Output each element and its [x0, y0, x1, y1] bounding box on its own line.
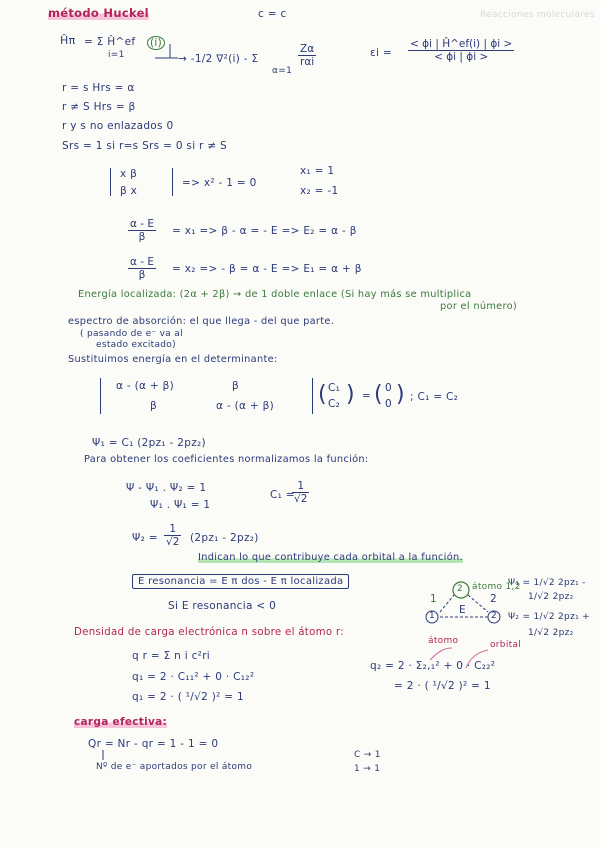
eq1-den: β [138, 231, 146, 243]
absorption-detail-1: ( pasando de e⁻ va al [80, 329, 183, 339]
localized-note-cont: por el número) [440, 301, 518, 312]
c1-num: 1 [292, 480, 309, 493]
top-center-note: c = c [258, 8, 287, 20]
q-formula: q r = Σ n i c²ri [132, 650, 211, 662]
diagram-label-left: 1 [430, 593, 437, 605]
diagram-psi1-a: Ψ₁ = 1/√2 2pz₁ - [508, 578, 586, 588]
page-title: método Huckel [48, 6, 149, 20]
diagram-label-top: 2 [457, 584, 464, 594]
energy-num: < ϕi | Ĥ^ef(i) | ϕi > [410, 38, 513, 50]
rule-1: r = s Hrs = α [62, 82, 135, 94]
matrix-bar-left [100, 378, 101, 414]
effective-arrow-2: 1 → 1 [354, 764, 381, 774]
matrix-m21: β [150, 400, 158, 412]
substitute-note: Sustituimos energía en el determinante: [68, 354, 278, 365]
hamiltonian-eq: = Σ Ĥ^ef [84, 36, 136, 48]
bond-left [440, 595, 454, 612]
diagram-psi2-b: 1/√2 2pz₂ [528, 628, 574, 638]
c-paren-open: ( [318, 382, 327, 407]
vector-zero-2: 0 [385, 398, 392, 410]
q2-line-2: = 2 · ( ¹/√2 )² = 1 [394, 680, 491, 692]
diagram-bottom-right: 2 [491, 611, 498, 621]
effective-arrow-1: C → 1 [354, 750, 381, 760]
diagram-psi2-a: Ψ₂ = 1/√2 2pz₁ + [508, 612, 591, 622]
norm-line-1: Ψ - Ψ₁ . Ψ₂ = 1 [126, 482, 207, 494]
equals-sign: = [362, 390, 372, 402]
charge-density-title: Densidad de carga electrónica n sobre el átomo r: [74, 627, 344, 638]
norm-line-2: Ψ₁ . Ψ₁ = 1 [150, 499, 211, 511]
atom-pointer [430, 648, 452, 660]
vector-c1: C₁ [328, 382, 341, 394]
psi2-lhs: Ψ₂ = [132, 532, 158, 544]
eq2-fraction [128, 256, 156, 281]
diagram-top-note: átomo 1,2 [472, 582, 521, 592]
psi2-rhs: (2pz₁ - 2pz₂) [190, 532, 259, 544]
diagram-bottom-left: 1 [429, 611, 436, 621]
orbital-tag: orbital [490, 640, 522, 650]
rule-3: r y s no enlazados 0 [62, 120, 174, 132]
zalpha-num: Zα [298, 43, 316, 56]
zero-paren-close: ) [396, 382, 405, 407]
det-rhs: => x² - 1 = 0 [182, 177, 257, 189]
top-right-faint: Reacciones moleculares [480, 10, 595, 20]
matrix-bar-right [312, 378, 313, 414]
matrix-m22: α - (α + β) [216, 400, 274, 412]
det-bar-right [172, 168, 173, 196]
absorption-note: espectro de absorción: el que llega - del que parte. [68, 316, 335, 327]
zalpha-den: rαi [300, 56, 315, 68]
psi2-num: 1 [164, 523, 181, 536]
q1-line-2: q₁ = 2 · ( ¹/√2 )² = 1 [132, 691, 244, 703]
hamiltonian-sub-i: i=1 [108, 50, 125, 60]
indicates-note: Indican lo que contribuye cada orbital a la función. [198, 552, 463, 563]
eq2-rhs: = x₂ => - β = α - E => E₁ = α + β [172, 263, 362, 275]
effective-charge-title: carga efectiva: [74, 716, 168, 728]
absorption-detail-2: estado excitado) [96, 340, 176, 350]
c1-fraction [292, 480, 309, 505]
circled-index: (i) [147, 36, 165, 50]
energy-lhs: εi = [370, 47, 392, 59]
psi2-den: √2 [166, 536, 180, 548]
energy-fraction [408, 38, 514, 63]
matrix-m11: α - (α + β) [116, 380, 174, 392]
det-bar-left [110, 168, 111, 196]
zalpha-fraction [298, 43, 316, 68]
det-row-2: β x [120, 185, 138, 197]
eq1-num: α - E [130, 218, 155, 230]
c-paren-close: ) [346, 382, 355, 407]
effective-charge-eq: Qr = Nr - qr = 1 - 1 = 0 [88, 738, 219, 750]
psi1-expression: Ψ₁ = C₁ (2pz₁ - 2pz₂) [92, 437, 206, 449]
c1-eq: C₁ = [270, 489, 295, 501]
eq2-den: β [138, 269, 146, 281]
det-row-1: x β [120, 168, 138, 180]
hamiltonian-rhs: → -1/2 ∇²(i) - Σ [178, 53, 259, 65]
hamiltonian-sub-alpha: α=1 [272, 66, 293, 76]
eq1-rhs: = x₁ => β - α = - E => E₂ = α - β [172, 225, 357, 237]
c1-den: √2 [294, 493, 308, 505]
resonance-condition: Si E resonancia < 0 [168, 600, 277, 612]
resonance-boxed: E resonancia = E π dos - E π localizada [132, 574, 349, 589]
q1-line-1: q₁ = 2 · C₁₁² + 0 · C₁₂² [132, 671, 255, 683]
effective-charge-note: Nº de e⁻ aportados por el átomo [96, 762, 253, 772]
bond-right [468, 595, 488, 612]
zero-paren-open: ( [374, 382, 383, 407]
localized-note: Energía localizada: (2α + 2β) → de 1 doble enlace (Si hay más se multiplica [78, 289, 472, 300]
psi2-fraction [164, 523, 181, 548]
rule-2: r ≠ S Hrs = β [62, 101, 136, 113]
diagram-psi1-b: 1/√2 2pz₂ [528, 592, 574, 602]
vector-c2: C₂ [328, 398, 341, 410]
matrix-result: ; C₁ = C₂ [410, 391, 459, 403]
atom-tag: átomo [428, 636, 459, 646]
eq1-fraction [128, 218, 156, 243]
diagram-label-center: E [459, 604, 466, 616]
energy-den: < ϕi | ϕi > [434, 51, 489, 63]
det-root-2: x₂ = -1 [300, 185, 339, 197]
det-root-1: x₁ = 1 [300, 165, 335, 177]
matrix-m12: β [232, 380, 240, 392]
rule-4: Srs = 1 si r=s Srs = 0 si r ≠ S [62, 140, 228, 152]
hamiltonian-lhs: Ĥπ [60, 34, 76, 47]
diagram-label-right: 2 [490, 593, 497, 605]
q2-line-1: q₂ = 2 · Σ₂,₁² + 0 · C₂₂² [370, 660, 496, 672]
vector-zero-1: 0 [385, 382, 392, 394]
normalize-note: Para obtener los coeficientes normalizamos la función: [84, 454, 369, 465]
eq2-num: α - E [130, 256, 155, 268]
